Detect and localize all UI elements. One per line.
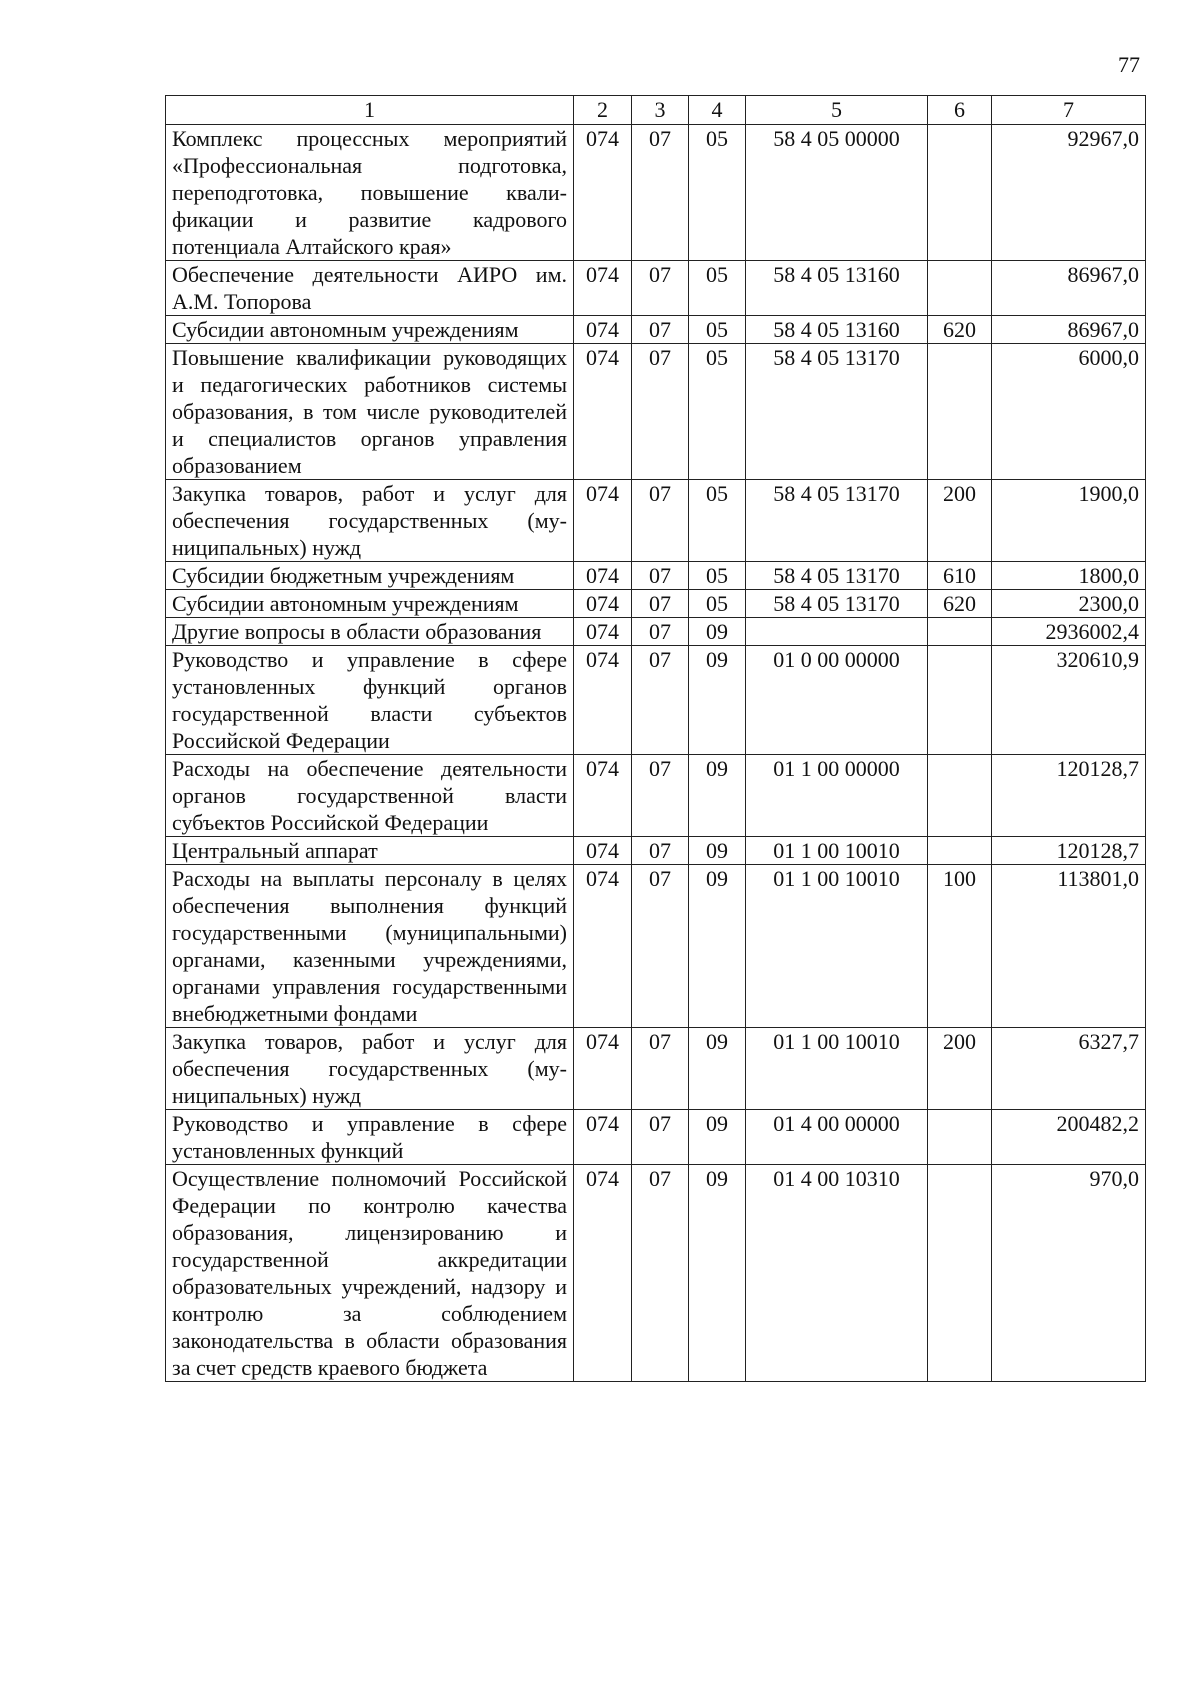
row-target-article-code: 58 4 05 13170 [746,590,928,618]
row-subsection-code: 05 [689,125,746,261]
row-amount: 970,0 [992,1165,1146,1382]
row-target-article-code: 58 4 05 13170 [746,562,928,590]
row-section-code: 07 [632,618,689,646]
row-name: Руководство и управление в сфере установленных функций органов государственной власти субъектов Российской Федерации [166,646,574,755]
row-department-code: 074 [574,618,632,646]
row-subsection-code: 05 [689,261,746,316]
table-row [166,480,1146,562]
row-target-article-code: 01 1 00 10010 [746,837,928,865]
row-subsection-code: 09 [689,1110,746,1165]
table-row [166,837,1146,865]
row-target-article-code: 01 4 00 10310 [746,1165,928,1382]
row-amount: 320610,9 [992,646,1146,755]
row-section-code: 07 [632,480,689,562]
row-section-code: 07 [632,125,689,261]
header-row [166,96,1146,125]
row-target-article-code: 01 0 00 00000 [746,646,928,755]
row-department-code: 074 [574,344,632,480]
row-department-code: 074 [574,590,632,618]
row-subsection-code: 09 [689,646,746,755]
column-header-6: 6 [928,96,992,125]
row-expense-type-code [928,755,992,837]
row-section-code: 07 [632,344,689,480]
row-name: Субсидии бюджетным учреждениям [166,562,574,590]
row-target-article-code: 58 4 05 13170 [746,480,928,562]
row-expense-type-code: 620 [928,316,992,344]
row-target-article-code: 01 1 00 10010 [746,865,928,1028]
row-department-code: 074 [574,562,632,590]
row-expense-type-code: 620 [928,590,992,618]
row-amount: 120128,7 [992,755,1146,837]
row-subsection-code: 05 [689,562,746,590]
row-target-article-code: 58 4 05 13160 [746,316,928,344]
table-row [166,646,1146,755]
row-department-code: 074 [574,1028,632,1110]
row-section-code: 07 [632,837,689,865]
row-subsection-code: 09 [689,755,746,837]
row-target-article-code: 58 4 05 00000 [746,125,928,261]
table-row [166,316,1146,344]
row-name: Повышение квалификации руководящих и педагогических работников системы образования, в том числе руководителей и специалистов органов управления образованием [166,344,574,480]
row-name: Субсидии автономным учреждениям [166,590,574,618]
page-number: 77 [1118,52,1140,77]
row-section-code: 07 [632,1165,689,1382]
row-name: Обеспечение деятельности АИРО им. А.М. Топорова [166,261,574,316]
row-department-code: 074 [574,316,632,344]
row-expense-type-code [928,261,992,316]
row-amount: 113801,0 [992,865,1146,1028]
row-department-code: 074 [574,837,632,865]
row-subsection-code: 05 [689,316,746,344]
row-name: Закупка товаров, работ и услуг для обеспечения государственных (муниципальных) нужд [166,1028,574,1110]
row-expense-type-code [928,618,992,646]
row-section-code: 07 [632,590,689,618]
row-name: Субсидии автономным учреждениям [166,316,574,344]
row-target-article-code: 58 4 05 13170 [746,344,928,480]
row-section-code: 07 [632,261,689,316]
row-name: Расходы на выплаты персоналу в целях обеспечения выполнения функций государственными (муниципальными) органами, казенными учреждениями, органами управления государственными внебюджетными фондами [166,865,574,1028]
column-header-3: 3 [632,96,689,125]
table-row [166,590,1146,618]
table-row [166,618,1146,646]
row-name: Комплекс процессных мероприятий «Профессиональная подготовка, переподготовка, повышение квалификации и развитие кадрового потенциала Алтайского края» [166,125,574,261]
row-department-code: 074 [574,1110,632,1165]
row-name: Закупка товаров, работ и услуг для обеспечения государственных (муниципальных) нужд [166,480,574,562]
row-amount: 2936002,4 [992,618,1146,646]
row-expense-type-code: 200 [928,480,992,562]
row-amount: 86967,0 [992,316,1146,344]
table-row [166,755,1146,837]
row-subsection-code: 09 [689,837,746,865]
table-row [166,562,1146,590]
row-section-code: 07 [632,1110,689,1165]
row-target-article-code: 01 1 00 00000 [746,755,928,837]
row-expense-type-code: 610 [928,562,992,590]
row-expense-type-code: 100 [928,865,992,1028]
budget-table [165,95,1146,1382]
row-subsection-code: 09 [689,618,746,646]
row-section-code: 07 [632,562,689,590]
row-subsection-code: 05 [689,590,746,618]
row-department-code: 074 [574,480,632,562]
column-header-5: 5 [746,96,928,125]
row-section-code: 07 [632,865,689,1028]
row-subsection-code: 09 [689,1165,746,1382]
table-row [166,1165,1146,1382]
column-header-2: 2 [574,96,632,125]
row-name: Руководство и управление в сфере установленных функций [166,1110,574,1165]
row-name: Другие вопросы в области образования [166,618,574,646]
row-section-code: 07 [632,755,689,837]
row-target-article-code: 01 4 00 00000 [746,1110,928,1165]
row-target-article-code: 58 4 05 13160 [746,261,928,316]
row-subsection-code: 09 [689,865,746,1028]
row-section-code: 07 [632,646,689,755]
row-section-code: 07 [632,1028,689,1110]
column-header-1: 1 [166,96,574,125]
row-amount: 86967,0 [992,261,1146,316]
row-expense-type-code [928,646,992,755]
row-subsection-code: 05 [689,344,746,480]
table-row [166,1110,1146,1165]
table-row [166,261,1146,316]
row-department-code: 074 [574,261,632,316]
row-name: Расходы на обеспечение деятельности органов государственной власти субъектов Российской Федерации [166,755,574,837]
table-row [166,1028,1146,1110]
row-expense-type-code [928,1110,992,1165]
row-target-article-code: 01 1 00 10010 [746,1028,928,1110]
column-header-7: 7 [992,96,1146,125]
row-name: Осуществление полномочий Российской Федерации по контролю качества образования, лицензированию и государственной аккредитации образовательных учреждений, надзору и контролю за соблюдением законодательства в области образования за счет средств краевого бюджета [166,1165,574,1382]
table-row [166,125,1146,261]
row-amount: 200482,2 [992,1110,1146,1165]
row-amount: 2300,0 [992,590,1146,618]
row-department-code: 074 [574,865,632,1028]
column-header-4: 4 [689,96,746,125]
row-subsection-code: 09 [689,1028,746,1110]
row-department-code: 074 [574,1165,632,1382]
row-expense-type-code: 200 [928,1028,992,1110]
row-department-code: 074 [574,755,632,837]
row-amount: 120128,7 [992,837,1146,865]
row-expense-type-code [928,344,992,480]
table-row [166,865,1146,1028]
row-amount: 6327,7 [992,1028,1146,1110]
row-amount: 6000,0 [992,344,1146,480]
row-expense-type-code [928,1165,992,1382]
row-section-code: 07 [632,316,689,344]
row-name: Центральный аппарат [166,837,574,865]
row-target-article-code [746,618,928,646]
row-expense-type-code [928,837,992,865]
row-amount: 92967,0 [992,125,1146,261]
row-department-code: 074 [574,646,632,755]
row-amount: 1800,0 [992,562,1146,590]
row-amount: 1900,0 [992,480,1146,562]
row-subsection-code: 05 [689,480,746,562]
row-department-code: 074 [574,125,632,261]
table-row [166,344,1146,480]
row-expense-type-code [928,125,992,261]
